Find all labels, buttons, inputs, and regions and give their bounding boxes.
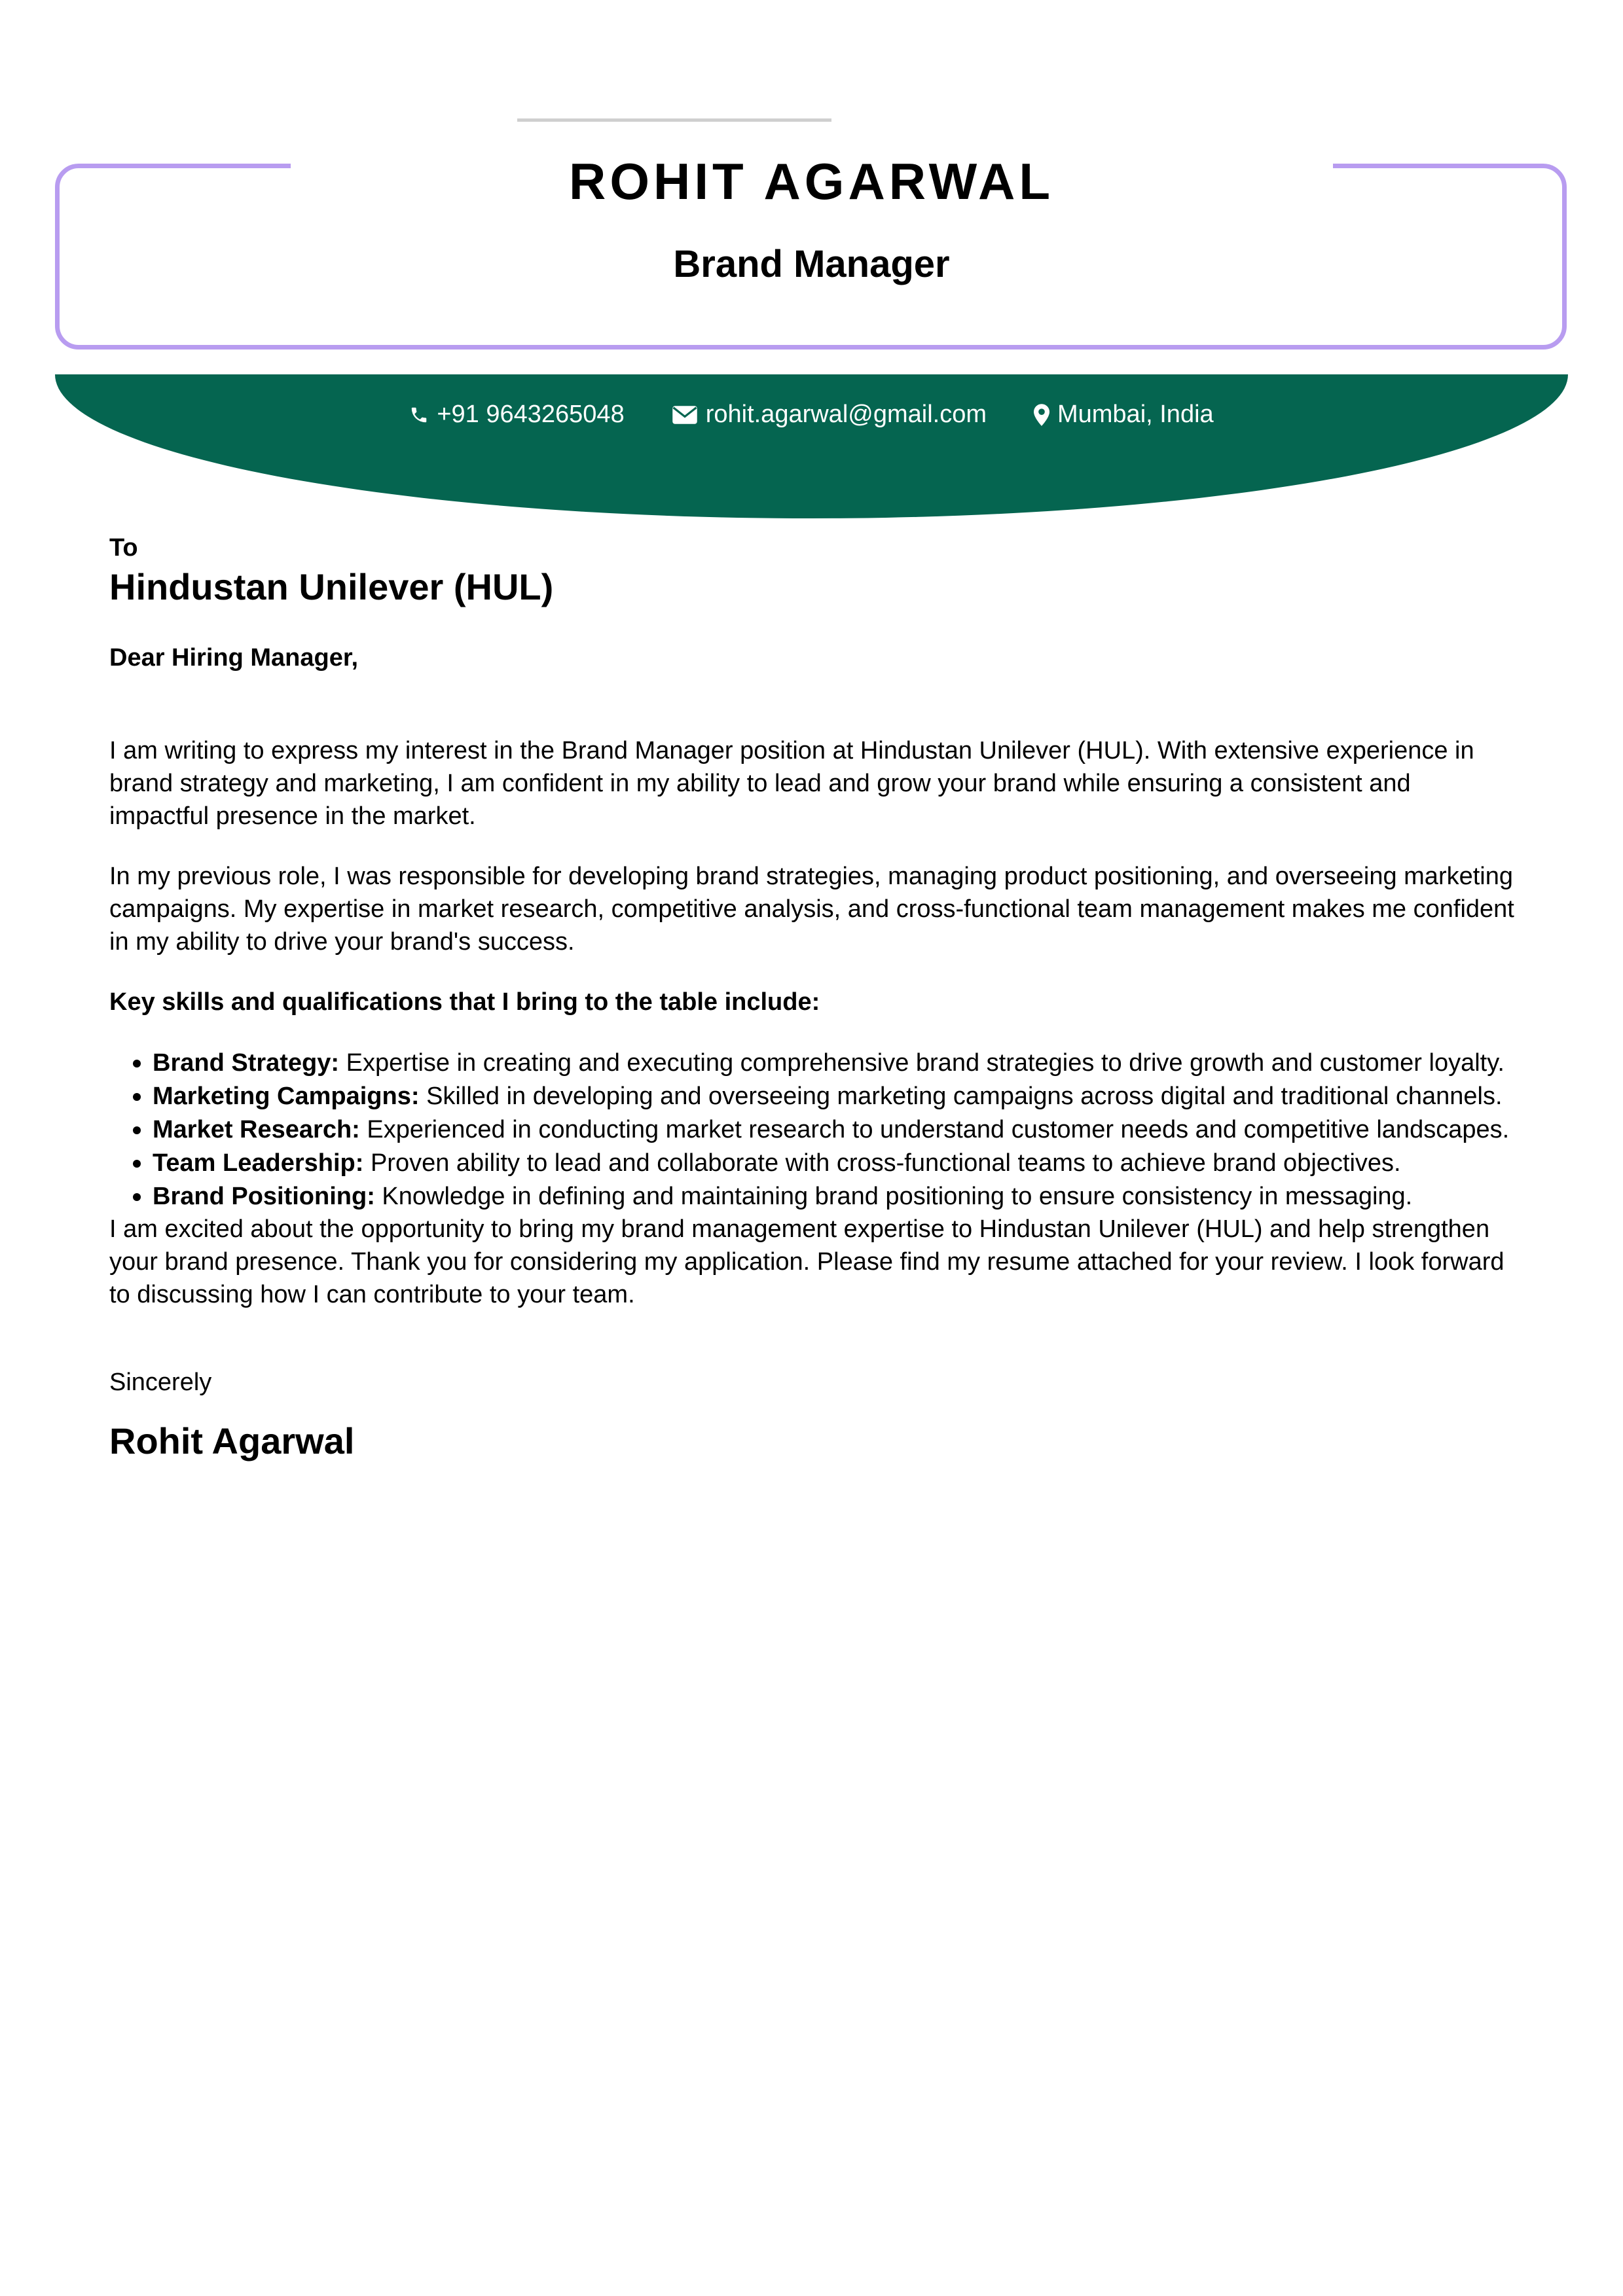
skills-heading: Key skills and qualifications that I bring to the table include:	[109, 988, 820, 1016]
skill-text: Knowledge in defining and maintaining brand positioning to ensure consistency in messaging.	[374, 1183, 1413, 1210]
skill-text: Proven ability to lead and collaborate with cross-functional teams to achieve brand objectives.	[363, 1149, 1401, 1177]
paragraph-intro: I am writing to express my interest in the Brand Manager position at Hindustan Unilever (HUL). With extensive experience in brand strategy and marketing, I am confident in my ability to lead and grow your brand while ensuring a consistent and impactful presence in the market.	[109, 737, 1474, 830]
skill-text: Skilled in developing and overseeing marketing campaigns across digital and traditional channels.	[419, 1083, 1503, 1110]
sign-off: Sincerely	[109, 1369, 212, 1396]
contact-row	[0, 401, 1623, 429]
recipient-company: Hindustan Unilever (HUL)	[109, 566, 554, 607]
envelope-icon	[672, 405, 698, 425]
skill-item	[153, 1179, 1517, 1213]
skill-title: Market Research:	[153, 1116, 360, 1143]
salutation: Dear Hiring Manager,	[109, 644, 359, 672]
skill-title: Brand Strategy:	[153, 1049, 340, 1077]
skill-item	[153, 1146, 1517, 1179]
map-pin-icon	[1034, 404, 1049, 426]
email-address[interactable]: rohit.agarwal@gmail.com	[705, 401, 987, 428]
skill-item	[153, 1113, 1517, 1146]
signature-name: Rohit Agarwal	[109, 1420, 355, 1462]
skills-list	[109, 1046, 1517, 1213]
contact-phone	[409, 401, 624, 429]
skill-item	[153, 1079, 1517, 1113]
job-title: Brand Manager	[673, 243, 950, 285]
paragraph-experience: In my previous role, I was responsible for developing brand strategies, managing product positioning, and overseeing marketing campaigns. My expertise in market research, competitive analysis, and cross-functional team management makes me confident in my ability to drive your brand's success.	[109, 863, 1514, 956]
contact-location	[1034, 401, 1214, 429]
skill-item	[153, 1046, 1517, 1079]
letter-body	[109, 531, 1517, 1464]
skill-title: Marketing Campaigns:	[153, 1083, 420, 1110]
contact-band	[55, 374, 1568, 518]
phone-icon	[409, 404, 429, 425]
skill-title: Brand Positioning:	[153, 1183, 375, 1210]
skill-text: Expertise in creating and executing comprehensive brand strategies to drive growth and customer loyalty.	[339, 1049, 1504, 1077]
skill-text: Experienced in conducting market research to understand customer needs and competitive landscapes.	[359, 1116, 1510, 1143]
location-text: Mumbai, India	[1057, 401, 1214, 428]
paragraph-closing: I am excited about the opportunity to bring my brand management expertise to Hindustan Unilever (HUL) and help strengthen your brand presence. Thank you for considering my application. Please find my resume attached for your review. I look forward to discussing how I can contribute to your team.	[109, 1215, 1504, 1308]
contact-email	[672, 401, 987, 429]
phone-number[interactable]: +91 9643265048	[437, 401, 625, 428]
skill-title: Team Leadership:	[153, 1149, 364, 1177]
top-divider	[517, 118, 831, 122]
applicant-name: ROHIT AGARWAL	[569, 152, 1054, 210]
to-label: To	[109, 534, 138, 562]
